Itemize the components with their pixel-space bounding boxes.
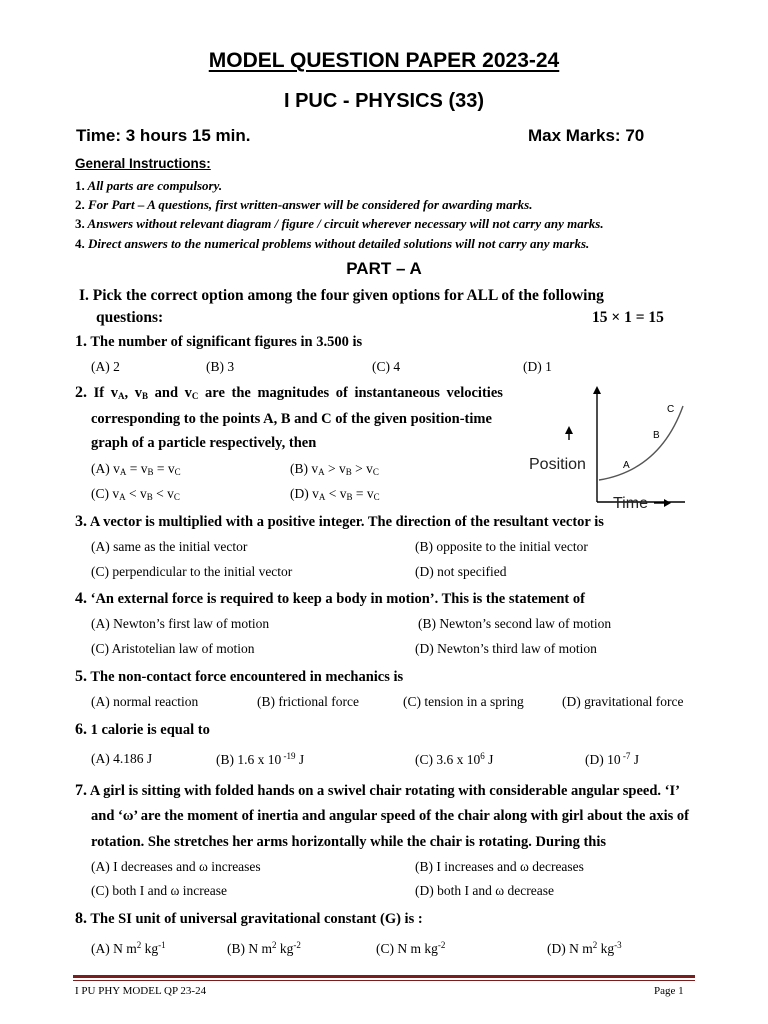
q3-option-b: (B) opposite to the initial vector	[415, 539, 588, 554]
q7-option-d: (D) both I and ω decrease	[415, 883, 554, 898]
q7-option-c: (C) both I and ω increase	[91, 883, 227, 898]
q3-option-a: (A) same as the initial vector	[91, 539, 248, 554]
question-2-line-3: graph of a particle respectively, then	[91, 435, 317, 451]
question-2-line-2: corresponding to the points A, B and C of the given position-time	[91, 411, 492, 427]
paper-time: Time: 3 hours 15 min.	[76, 126, 251, 145]
footer-rule	[73, 975, 695, 978]
q5-option-d: (D) gravitational force	[562, 694, 684, 709]
footer-rule-thin	[73, 980, 695, 981]
q5-option-c: (C) tension in a spring	[403, 694, 524, 709]
q8-option-a: (A) N $m^2$ $kg^{-1}$	[91, 940, 166, 956]
paper-subject: I PUC - PHYSICS (33)	[283, 90, 485, 112]
footer-page-number: Page 1	[654, 985, 684, 997]
instruction-1: 1. All parts are compulsory.	[75, 178, 223, 193]
paper-max-marks: Max Marks: 70	[528, 126, 645, 145]
graph-point-a: A	[623, 460, 630, 471]
question-2: 2. If $v_A$, $v_B$ and $v_C$ are the magnitudes of instantaneous velocities	[75, 384, 503, 401]
q2-option-a: (A) $v_A = v_B = v_C$	[91, 461, 181, 477]
q4-option-b: (B) Newton’s second law of motion	[418, 616, 612, 631]
q6-option-b: (B) 1.6 x 10 $^{-19}$ J	[216, 751, 305, 767]
question-7: 7. A girl is sitting with folded hands on a swivel chair rotating with considerable angular speed. ‘I’	[75, 782, 680, 799]
instruction-4: 4. Direct answers to the numerical problems without detailed solutions will not carry any marks.	[75, 236, 590, 251]
graph-curve	[599, 406, 683, 480]
q7-option-a: (A) I decreases and ω increases	[91, 859, 261, 874]
section-marks: 15 × 1 = 15	[592, 309, 664, 326]
q3-option-c: (C) perpendicular to the initial vector	[91, 564, 293, 579]
section-instruction: I. Pick the correct option among the four given options for ALL of the following	[79, 287, 604, 304]
question-1: 1. The number of significant figures in 3.500 is	[75, 333, 363, 350]
footer-left: I PU PHY MODEL QP 23-24	[75, 985, 207, 997]
time-arrow-head-icon	[664, 499, 671, 507]
position-time-graph	[525, 384, 695, 516]
part-a-heading: PART – A	[346, 259, 422, 278]
graph-point-c: C	[667, 404, 675, 415]
position-arrow-head-icon	[565, 426, 573, 434]
graph-xlabel: Time	[613, 495, 648, 512]
q4-option-c: (C) Aristotelian law of motion	[91, 641, 255, 656]
question-4: 4. ‘An external force is required to keep a body in motion’. This is the statement of	[75, 590, 585, 607]
question-5: 5. The non-contact force encountered in mechanics is	[75, 668, 404, 685]
instructions-heading: General Instructions:	[75, 156, 211, 171]
question-8: 8. The SI unit of universal gravitational constant (G) is :	[75, 910, 423, 927]
q4-option-d: (D) Newton’s third law of motion	[415, 641, 597, 656]
q1-option-a: (A) 2	[91, 359, 120, 374]
q4-option-a: (A) Newton’s first law of motion	[91, 616, 270, 631]
q5-option-b: (B) frictional force	[257, 694, 359, 709]
question-3: 3. A vector is multiplied with a positive integer. The direction of the resultant vector is	[75, 513, 604, 530]
graph-point-b: B	[653, 430, 660, 441]
q6-option-a: (A) 4.186 J	[91, 751, 153, 766]
question-7-line-2: and ‘ω’ are the moment of inertia and angular speed of the chair along with girl about the axis of	[91, 808, 689, 824]
graph-ylabel: Position	[529, 456, 586, 473]
q8-option-d: (D) N $m^2$ $kg^{-3}$	[547, 940, 622, 956]
instruction-3: 3. Answers without relevant diagram / figure / circuit wherever necessary will not carry any marks.	[75, 216, 604, 231]
q6-option-c: (C) 3.6 x $10^6$ J	[415, 751, 494, 767]
q1-option-c: (C) 4	[372, 359, 401, 374]
q2-option-d: (D) $v_A < v_B = v_C$	[290, 486, 380, 502]
question-7-line-3: rotation. She stretches her arms horizontally while the chair is rotating. During this	[91, 834, 607, 850]
q2-option-b: (B) $v_A > v_B > v_C$	[290, 461, 379, 477]
q8-option-c: (C) N m $kg^{-2}$	[376, 940, 446, 956]
q3-option-d: (D) not specified	[415, 564, 507, 579]
section-instruction-cont: questions:	[96, 309, 164, 326]
q5-option-a: (A) normal reaction	[91, 694, 199, 709]
question-6: 6. 1 calorie is equal to	[75, 721, 210, 738]
q8-option-b: (B) N $m^2$ $kg^{-2}$	[227, 940, 301, 956]
q7-option-b: (B) I increases and ω decreases	[415, 859, 584, 874]
instruction-2: 2. For Part – A questions, first written-answer will be considered for awarding marks.	[75, 197, 533, 212]
q1-option-b: (B) 3	[206, 359, 235, 374]
q6-option-d: (D) 10 $^{-7}$ J	[585, 751, 640, 767]
q2-option-c: (C) $v_A < v_B < v_C$	[91, 486, 180, 502]
paper-title: MODEL QUESTION PAPER 2023-24	[208, 49, 560, 72]
graph-y-arrow-icon	[593, 386, 601, 394]
q1-option-d: (D) 1	[523, 359, 552, 374]
